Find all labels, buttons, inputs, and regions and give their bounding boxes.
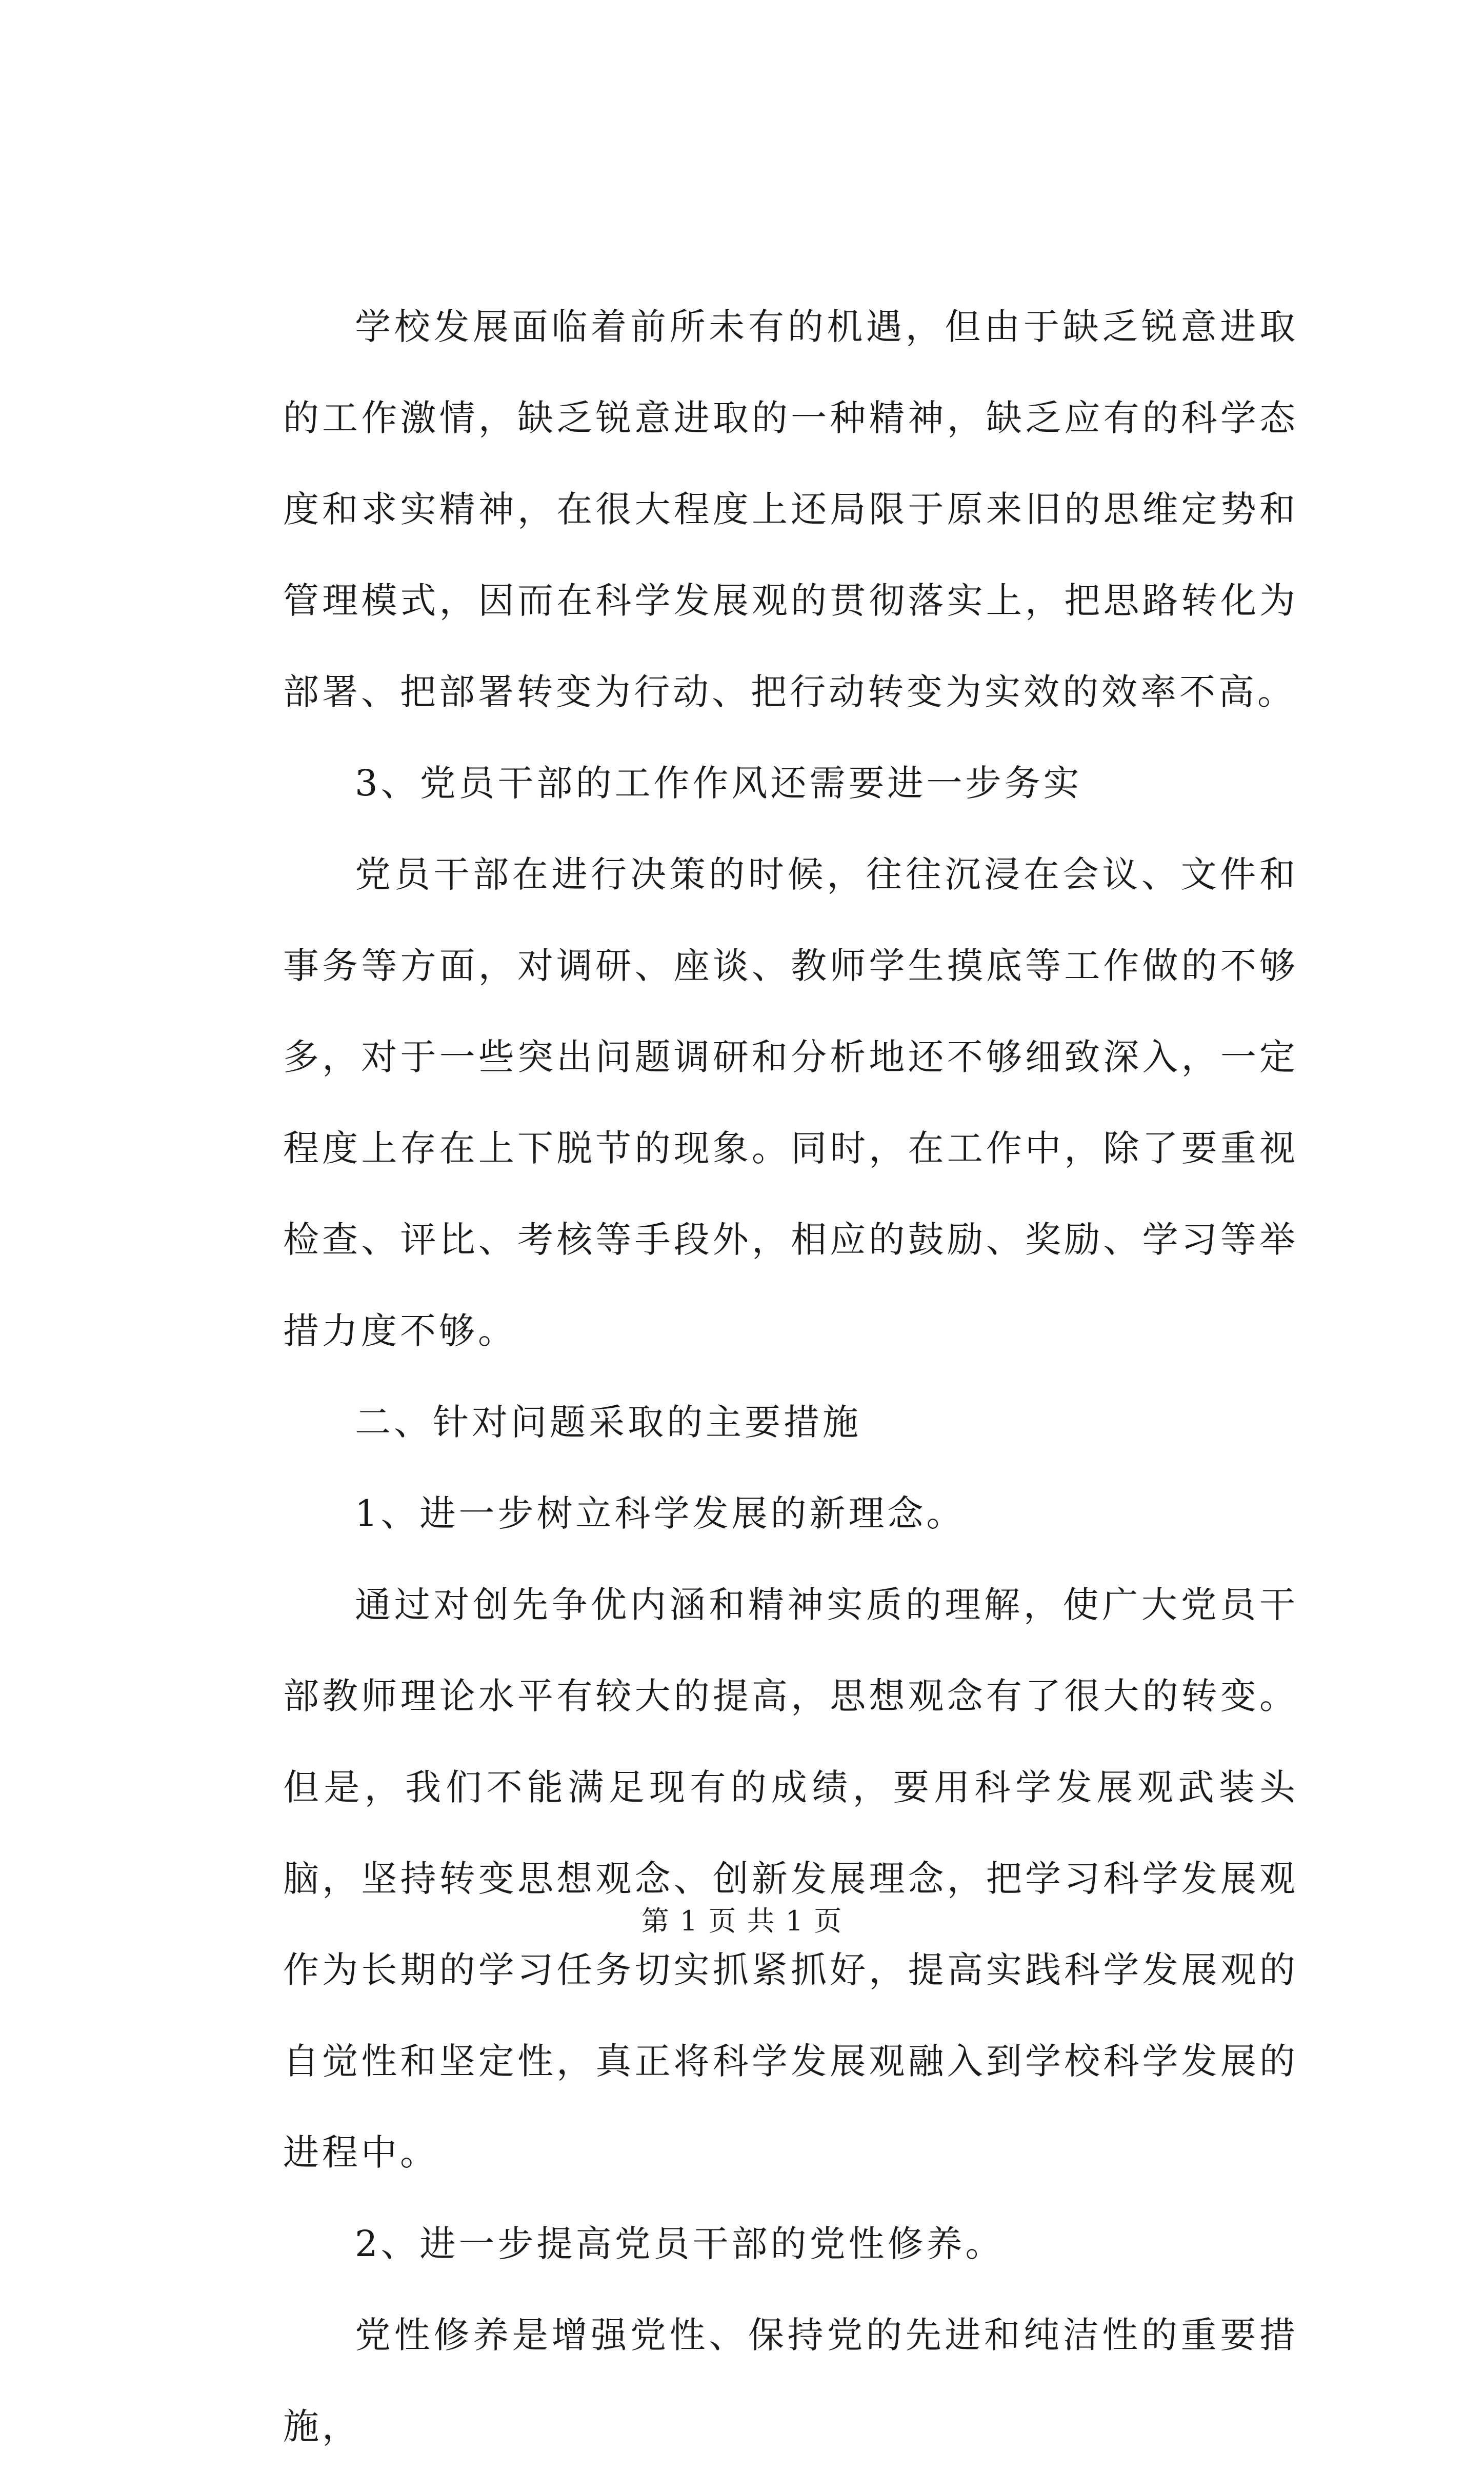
- heading-party-cultivation: 2、进一步提高党员干部的党性修养。: [355, 2223, 1005, 2265]
- heading-scientific-development: 1、进一步树立科学发展的新理念。: [355, 1492, 966, 1534]
- paragraph-party-cultivation: 党性修养是增强党性、保持党的先进和纯洁性的重要措施，: [283, 2314, 1298, 2447]
- document-body: [283, 281, 1298, 2472]
- heading-main-measures: 二、针对问题采取的主要措施: [355, 1401, 861, 1443]
- paragraph-scientific-development: 通过对创先争优内涵和精神实质的理解，使广大党员干部教师理论水平有较大的提高，思想观念有了很大的转变。但是，我们不能满足现有的成绩，要用科学发展观武装头脑，坚持转变思想观念、创新发展理念，把学习科学发展观作为长期的学习任务切实抓紧抓好，提高实践科学发展观的自觉性和坚定性，真正将科学发展观融入到学校科学发展的进程中。: [283, 1584, 1298, 2174]
- heading-work-style: 3、党员干部的工作作风还需要进一步务实: [355, 762, 1082, 804]
- paragraph-decision-making: 党员干部在进行决策的时候，往往沉浸在会议、文件和事务等方面，对调研、座谈、教师学生摸底等工作做的不够多，对于一些突出问题调研和分析地还不够细致深入，一定程度上存在上下脱节的现象。同时，在工作中，除了要重视检查、评比、考核等手段外，相应的鼓励、奖励、学习等举措力度不够。: [283, 853, 1298, 1352]
- page-footer: 第 1 页 共 1 页: [641, 1905, 843, 1937]
- paragraph-development-opportunity: 学校发展面临着前所未有的机遇，但由于缺乏锐意进取的工作激情，缺乏锐意进取的一种精神，缺乏应有的科学态度和求实精神，在很大程度上还局限于原来旧的思维定势和管理模式，因而在科学发展观的贯彻落实上，把思路转化为部署、把部署转变为行动、把行动转变为实效的效率不高。: [283, 306, 1298, 713]
